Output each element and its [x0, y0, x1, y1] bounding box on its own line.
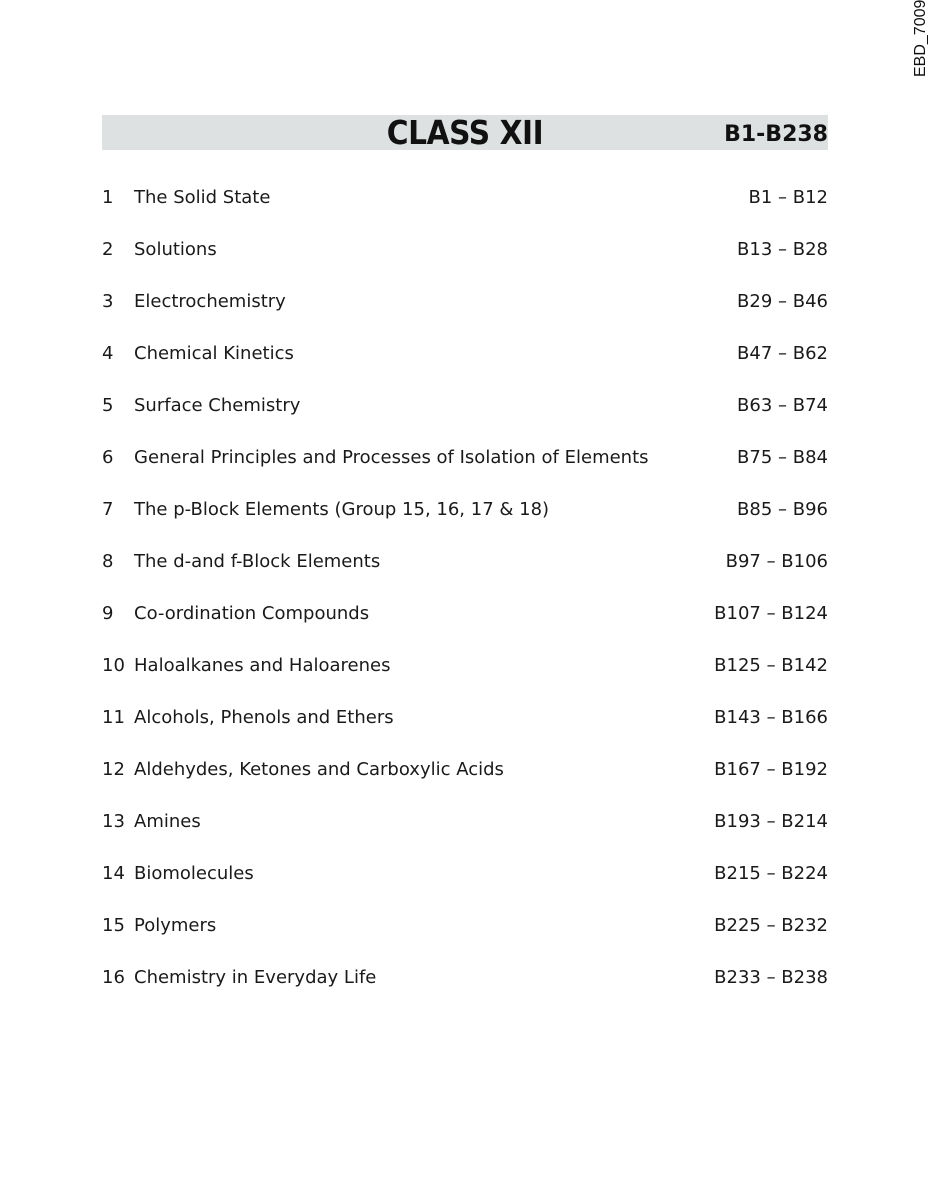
chapter-number: 11	[102, 707, 125, 728]
chapter-title: The p-Block Elements (Group 15, 16, 17 & 18)	[134, 499, 550, 520]
chapter-pages: B63 – B74	[737, 395, 828, 416]
chapter-pages: B13 – B28	[737, 239, 828, 260]
toc-row[interactable]	[102, 284, 828, 336]
chapter-pages: B85 – B96	[737, 499, 828, 520]
chapter-number: 7	[102, 499, 114, 520]
chapter-number: 3	[102, 291, 114, 312]
section-page-range: B1-B238	[724, 122, 828, 147]
chapter-pages: B1 – B12	[748, 187, 828, 208]
toc-row[interactable]	[102, 700, 828, 752]
chapter-title: Aldehydes, Ketones and Carboxylic Acids	[134, 759, 504, 780]
chapter-pages: B225 – B232	[714, 915, 828, 936]
chapter-title: Biomolecules	[134, 863, 254, 884]
chapter-pages: B97 – B106	[725, 551, 828, 572]
chapter-pages: B233 – B238	[714, 967, 828, 988]
toc-row[interactable]	[102, 960, 828, 1012]
chapter-number: 13	[102, 811, 125, 832]
chapter-number: 15	[102, 915, 125, 936]
chapter-number: 1	[102, 187, 114, 208]
chapter-title: General Principles and Processes of Isolation of Elements	[134, 447, 649, 468]
chapter-pages: B47 – B62	[737, 343, 828, 364]
toc-row[interactable]	[102, 180, 828, 232]
toc-row[interactable]	[102, 908, 828, 960]
chapter-number: 10	[102, 655, 125, 676]
chapter-pages: B143 – B166	[714, 707, 828, 728]
toc-row[interactable]	[102, 648, 828, 700]
chapter-number: 12	[102, 759, 125, 780]
toc-row[interactable]	[102, 336, 828, 388]
chapter-pages: B193 – B214	[714, 811, 828, 832]
chapter-title: The Solid State	[134, 187, 271, 208]
chapter-number: 4	[102, 343, 114, 364]
chapter-title: Amines	[134, 811, 201, 832]
chapter-pages: B107 – B124	[714, 603, 828, 624]
toc-row[interactable]	[102, 232, 828, 284]
chapter-number: 6	[102, 447, 114, 468]
chapter-title: Co-ordination Compounds	[134, 603, 370, 624]
toc-row[interactable]	[102, 596, 828, 648]
chapter-number: 5	[102, 395, 114, 416]
chapter-title: Polymers	[134, 915, 217, 936]
document-code: EBD_7009	[912, 0, 929, 77]
chapter-title: Alcohols, Phenols and Ethers	[134, 707, 394, 728]
chapter-number: 14	[102, 863, 125, 884]
chapter-title: Surface Chemistry	[134, 395, 301, 416]
toc-row[interactable]	[102, 492, 828, 544]
toc-row[interactable]	[102, 388, 828, 440]
table-of-contents	[102, 180, 828, 1012]
toc-row[interactable]	[102, 544, 828, 596]
chapter-pages: B75 – B84	[737, 447, 828, 468]
chapter-title: Solutions	[134, 239, 217, 260]
chapter-pages: B167 – B192	[714, 759, 828, 780]
section-header	[102, 115, 828, 150]
chapter-number: 8	[102, 551, 114, 572]
section-title: CLASS XII	[386, 113, 544, 152]
toc-row[interactable]	[102, 804, 828, 856]
chapter-title: The d-and f-Block Elements	[134, 551, 381, 572]
chapter-title: Haloalkanes and Haloarenes	[134, 655, 391, 676]
chapter-title: Chemistry in Everyday Life	[134, 967, 377, 988]
chapter-pages: B29 – B46	[737, 291, 828, 312]
chapter-pages: B125 – B142	[714, 655, 828, 676]
toc-row[interactable]	[102, 856, 828, 908]
chapter-number: 16	[102, 967, 125, 988]
chapter-title: Chemical Kinetics	[134, 343, 294, 364]
chapter-title: Electrochemistry	[134, 291, 286, 312]
toc-row[interactable]	[102, 440, 828, 492]
chapter-number: 9	[102, 603, 114, 624]
chapter-number: 2	[102, 239, 114, 260]
toc-row[interactable]	[102, 752, 828, 804]
chapter-pages: B215 – B224	[714, 863, 828, 884]
